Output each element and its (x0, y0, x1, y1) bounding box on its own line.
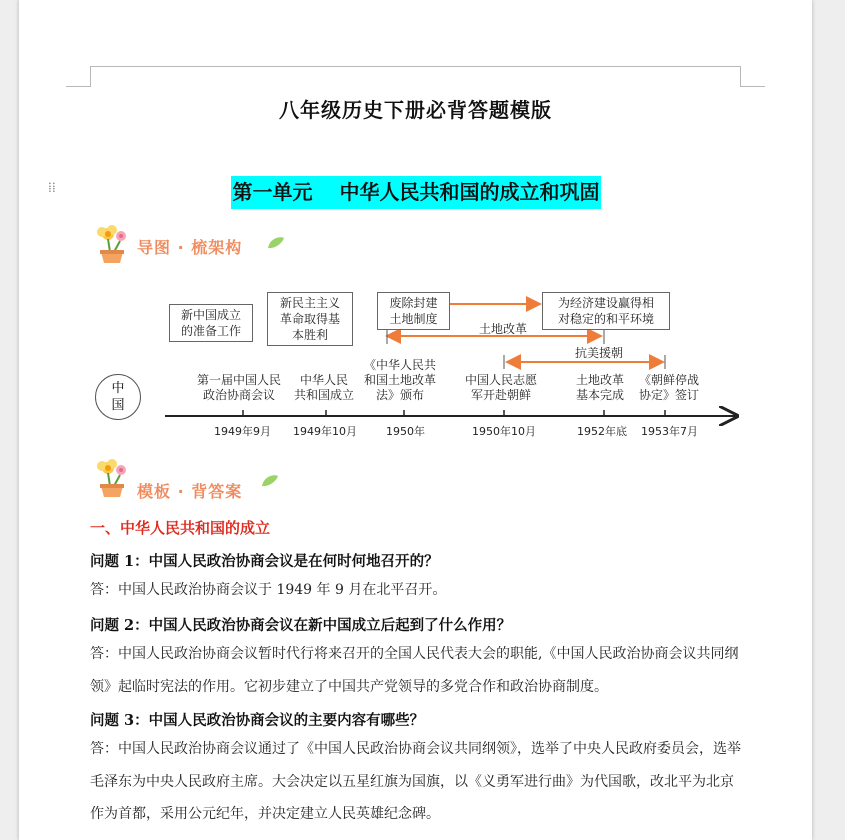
box-preparation: 新中国成立 的准备工作 (169, 304, 253, 342)
resist-us-label: 抗美援朝 (575, 346, 624, 360)
guide-banner-label: 导图 · 梳架构 (137, 238, 243, 257)
margin-mark-top-left-h (66, 86, 91, 87)
box-abolish-feudal-land: 废除封建 土地制度 (377, 292, 450, 330)
date-1952: 1952年底 (577, 425, 627, 438)
event-armistice: 《朝鲜停战 协定》签订 (639, 373, 700, 402)
event-volunteers: 中国人民志愿 军开赴朝鲜 (465, 373, 538, 402)
date-1953-7: 1953年7月 (641, 425, 698, 438)
timeline-diagram (19, 286, 812, 446)
unit-title[interactable]: 第一单元 中华人民共和国的成立和巩固 (231, 176, 601, 209)
land-reform-label: 土地改革 (479, 322, 528, 336)
question-3[interactable]: 问题 3：中国人民政治协商会议的主要内容有哪些？ (90, 712, 425, 729)
event-prc-founded: 中华人民 共和国成立 (294, 373, 355, 402)
template-banner-label: 模板 · 背答案 (137, 482, 243, 501)
question-1[interactable]: 问题 1：中国人民政治协商会议是在何时何地召开的？ (90, 553, 439, 570)
guide-banner (92, 222, 282, 266)
answer-1[interactable]: 答：中国人民政治协商会议于 1949 年 9 月在北平召开。 (90, 582, 447, 598)
flower-pot-icon (92, 222, 136, 266)
date-1949-10: 1949年10月 (293, 425, 357, 438)
leaf-icon (266, 236, 286, 250)
template-banner (92, 456, 282, 500)
date-1950-10: 1950年10月 (472, 425, 536, 438)
china-circle: 中 国 (95, 374, 141, 420)
box-peaceful-environment: 为经济建设赢得相 对稳定的和平环境 (542, 292, 670, 330)
question-2[interactable]: 问题 2：中国人民政治协商会议在新中国成立后起到了什么作用？ (90, 617, 512, 634)
flower-pot-icon (92, 456, 136, 500)
date-1950: 1950年 (386, 425, 425, 438)
document-page (19, 0, 812, 840)
margin-mark-top-right-v (740, 66, 741, 87)
box-revolution-victory: 新民主主义 革命取得基 本胜利 (267, 292, 353, 346)
event-land-reform-done: 土地改革 基本完成 (576, 373, 625, 402)
answer-2[interactable]: 答：中国人民政治协商会议暂时代行将来召开的全国人民代表大会的职能,《中国人民政治协商会议共同纲领》起临时宪法的作用。它初步建立了中国共产党领导的多党合作和政治协商制度。 (90, 646, 739, 695)
date-1949-9: 1949年9月 (214, 425, 271, 438)
margin-mark-top-left-v (90, 66, 91, 87)
margin-mark-top-right-h (740, 86, 765, 87)
section1-heading[interactable]: 一、中华人民共和国的成立 (90, 519, 271, 537)
drag-handle-icon[interactable]: ⁞⁞ (48, 180, 56, 196)
leaf-icon (260, 474, 280, 488)
answer-3[interactable]: 答：中国人民政治协商会议通过了《中国人民政治协商会议共同纲领》，选举了中央人民政府委员会，选举毛泽东为中央人民政府主席。大会决定以五星红旗为国旗，以《义勇军进行曲》为代国歌，改北平为北京作为首都，采用公元纪年，并决定建立人民英雄纪念碑。 (90, 741, 741, 822)
event-land-law: 《中华人民共 和国土地改革 法》颁布 (364, 358, 437, 402)
header-line (90, 66, 741, 67)
event-cppcc: 第一届中国人民 政治协商会议 (197, 373, 282, 402)
document-title[interactable]: 八年级历史下册必背答题模版 (279, 98, 552, 122)
